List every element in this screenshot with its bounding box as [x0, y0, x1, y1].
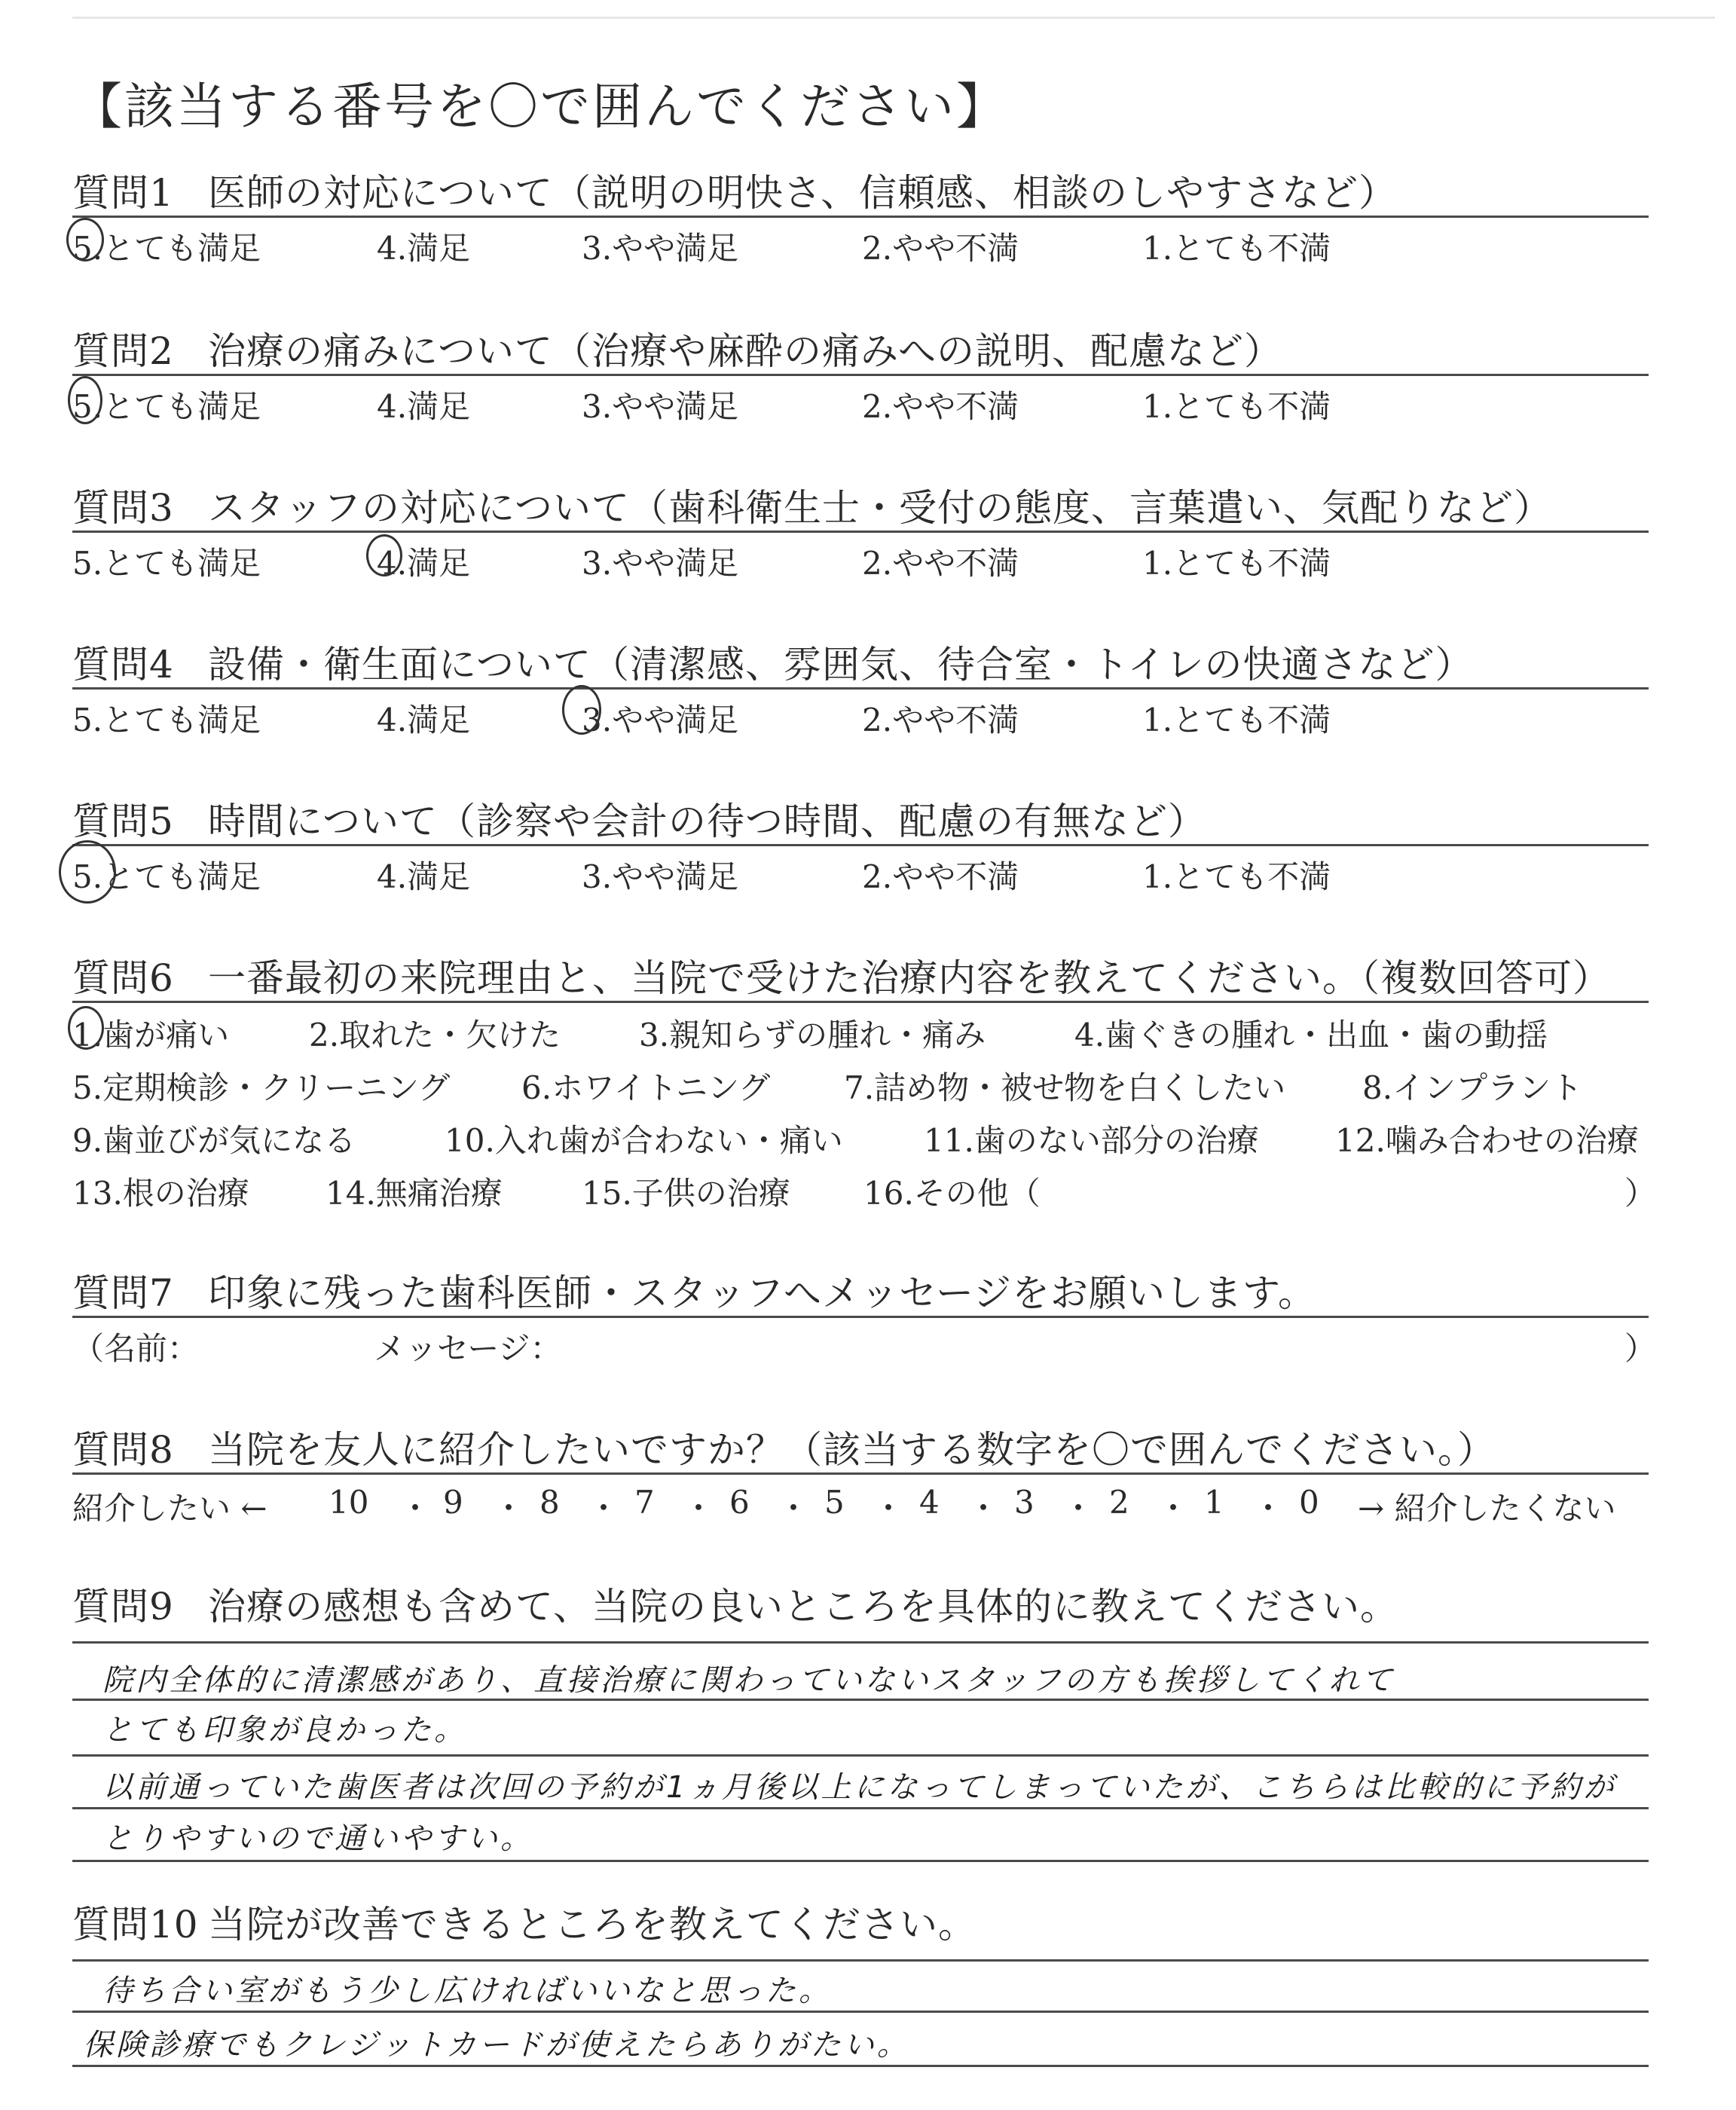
- question-5: [72, 799, 1649, 894]
- option-5[interactable]: 5.とても満足: [72, 858, 261, 895]
- option-3[interactable]: 3.やや満足: [582, 388, 739, 425]
- reason-option[interactable]: 15.子供の治療: [582, 1175, 790, 1212]
- question-4-heading: [72, 642, 1649, 687]
- answer-line: [72, 2065, 1649, 2067]
- option-5[interactable]: 5.とても満足: [72, 702, 261, 738]
- reason-option[interactable]: 11.歯のない部分の治療: [924, 1122, 1259, 1159]
- question-number: 質問2: [72, 329, 174, 373]
- reason-option[interactable]: 8.インプラント: [1362, 1069, 1583, 1106]
- option-1[interactable]: 1.とても不満: [1142, 388, 1331, 425]
- q9-answer-line-4: とりやすいので通いやすい。: [102, 1821, 533, 1856]
- answer-line: [72, 1754, 1649, 1757]
- question-10-heading: [72, 1902, 1649, 1947]
- answer-line: [72, 1699, 1649, 1701]
- option-5[interactable]: 5.とても満足: [72, 545, 261, 582]
- scale-right-label: → 紹介したくない: [1358, 1490, 1616, 1527]
- selection-circle: [59, 840, 116, 904]
- question-2: [72, 329, 1649, 424]
- scale-value-2[interactable]: 2: [1109, 1484, 1129, 1521]
- scale-value-7[interactable]: 7: [634, 1484, 655, 1521]
- option-2[interactable]: 2.やや不満: [862, 545, 1019, 582]
- option-2[interactable]: 2.やや不満: [862, 230, 1019, 267]
- question-3-heading: [72, 485, 1649, 531]
- q10-answer-line-1: 待ち合い室がもう少し広ければいいなと思った。: [102, 1974, 832, 2008]
- reason-option[interactable]: 9.歯並びが気になる: [72, 1122, 356, 1159]
- question-7-heading: [72, 1271, 1649, 1316]
- question-7: [72, 1271, 1657, 1367]
- question-8-heading: [72, 1427, 1649, 1472]
- reason-row-3: [72, 1109, 1649, 1161]
- rating-options: [72, 533, 1649, 581]
- message-field-label: メッセージ：: [374, 1330, 562, 1367]
- q9-answer-line-1: 院内全体的に清潔感があり、直接治療に関わっていないスタッフの方も挨拶してくれて: [102, 1663, 1395, 1698]
- question-text: 設備・衛生面について（清潔感、雰囲気、待合室・トイレの快適さなど）: [208, 643, 1474, 687]
- question-3: [72, 485, 1649, 581]
- selection-circle: [66, 218, 104, 261]
- option-1[interactable]: 1.とても不満: [1142, 230, 1331, 267]
- close-paren: ）: [1624, 1175, 1657, 1212]
- scale-value-6[interactable]: 6: [729, 1484, 750, 1521]
- answer-line: [72, 1860, 1649, 1862]
- question-10: [72, 1902, 1649, 1947]
- rating-options: [72, 376, 1649, 424]
- question-number: 質問1: [72, 171, 174, 215]
- reason-option[interactable]: 12.噛み合わせの治療: [1335, 1122, 1639, 1159]
- scale-value-8[interactable]: 8: [539, 1484, 560, 1521]
- scale-dot: ・: [873, 1490, 905, 1527]
- question-number: 質問5: [72, 800, 174, 843]
- top-border: [72, 17, 1715, 19]
- option-4[interactable]: 4.満足: [377, 388, 471, 425]
- option-4[interactable]: 4.満足: [377, 702, 471, 738]
- option-5[interactable]: 5.とても満足: [72, 388, 261, 425]
- scale-dot: ・: [1157, 1490, 1190, 1527]
- option-3[interactable]: 3.やや満足: [582, 230, 739, 267]
- reason-option-other[interactable]: 16.その他（: [863, 1175, 1041, 1212]
- option-5[interactable]: 5.とても満足: [72, 230, 261, 267]
- option-4[interactable]: 4.満足: [377, 230, 471, 267]
- scale-value-3[interactable]: 3: [1014, 1484, 1035, 1521]
- question-text: 印象に残った歯科医師・スタッフへメッセージをお願いします。: [208, 1271, 1316, 1315]
- scale-value-10[interactable]: 10: [329, 1484, 369, 1521]
- answer-line: [72, 2011, 1649, 2013]
- reason-option[interactable]: 2.取れた・欠けた: [309, 1017, 561, 1053]
- q10-answer-line-2: 保険診療でもクレジットカードが使えたらありがたい。: [83, 2028, 910, 2063]
- scale-dot: ・: [588, 1490, 620, 1527]
- scale-value-5[interactable]: 5: [824, 1484, 845, 1521]
- question-text: 当院を友人に紹介したいですか？（該当する数字を〇で囲んでください。）: [208, 1428, 1496, 1472]
- question-5-heading: [72, 799, 1649, 844]
- question-6: [72, 956, 1657, 1214]
- question-4: [72, 642, 1649, 738]
- recommend-scale: [72, 1475, 1649, 1527]
- question-8: [72, 1427, 1649, 1527]
- rating-options: [72, 846, 1649, 894]
- reason-row-4: [72, 1161, 1657, 1214]
- question-text: 治療の痛みについて（治療や麻酔の痛みへの説明、配慮など）: [208, 329, 1282, 373]
- rating-options: [72, 690, 1649, 738]
- reason-option[interactable]: 13.根の治療: [72, 1175, 249, 1212]
- question-number: 質問9: [72, 1585, 174, 1628]
- reason-option[interactable]: 3.親知らずの腫れ・痛み: [639, 1017, 986, 1053]
- option-3[interactable]: 3.やや満足: [582, 858, 739, 895]
- question-9-heading: [72, 1584, 1649, 1629]
- question-text: 一番最初の来院理由と、当院で受けた治療内容を教えてください。（複数回答可）: [208, 956, 1611, 1000]
- option-4[interactable]: 4.満足: [377, 858, 471, 895]
- option-2[interactable]: 2.やや不満: [862, 702, 1019, 738]
- scale-value-1[interactable]: 1: [1204, 1484, 1224, 1521]
- question-text: 医師の対応について（説明の明快さ、信頼感、相談のしやすさなど）: [208, 171, 1397, 215]
- option-2[interactable]: 2.やや不満: [862, 388, 1019, 425]
- question-number: 質問4: [72, 643, 174, 687]
- question-9: [72, 1584, 1649, 1629]
- scale-dot: ・: [1252, 1490, 1285, 1527]
- question-text: 時間について（診察や会計の待つ時間、配慮の有無など）: [208, 800, 1206, 843]
- selection-circle: [68, 1006, 104, 1050]
- option-1[interactable]: 1.とても不満: [1142, 702, 1331, 738]
- question-number: 質問7: [72, 1271, 174, 1315]
- option-1[interactable]: 1.とても不満: [1142, 858, 1331, 895]
- reason-row-2: [72, 1056, 1649, 1109]
- scale-value-0[interactable]: 0: [1299, 1484, 1319, 1521]
- selection-circle: [68, 376, 102, 424]
- reason-row-1: [72, 1003, 1649, 1056]
- question-number: 質問8: [72, 1428, 174, 1472]
- q9-answer-line-3: 以前通っていた歯医者は次回の予約が1ヵ月後以上になってしまっていたが、こちらは比較的に予約が: [102, 1770, 1617, 1805]
- reason-option[interactable]: 4.歯ぐきの腫れ・出血・歯の動揺: [1074, 1017, 1548, 1053]
- reason-option[interactable]: 1.歯が痛い: [72, 1017, 230, 1053]
- scale-dot: ・: [493, 1490, 525, 1527]
- question-text: 治療の感想も含めて、当院の良いところを具体的に教えてください。: [208, 1585, 1398, 1628]
- scale-dot: ・: [1062, 1490, 1095, 1527]
- answer-line: [72, 1807, 1649, 1809]
- option-1[interactable]: 1.とても不満: [1142, 545, 1331, 582]
- scale-dot: ・: [967, 1490, 1000, 1527]
- question-number: 質問6: [72, 956, 174, 1000]
- scale-dot: ・: [778, 1490, 810, 1527]
- option-3[interactable]: 3.やや満足: [582, 702, 739, 738]
- selection-circle: [562, 685, 601, 735]
- message-fields: [72, 1318, 1657, 1367]
- question-number: 質問3: [72, 486, 174, 530]
- name-field-label: （名前：: [72, 1330, 200, 1367]
- scale-value-4[interactable]: 4: [919, 1484, 940, 1521]
- rating-options: [72, 218, 1649, 266]
- question-1: [72, 170, 1649, 266]
- question-2-heading: [72, 329, 1649, 374]
- answer-line: [72, 1641, 1649, 1644]
- scale-value-9[interactable]: 9: [443, 1484, 463, 1521]
- page-title: 【該当する番号を〇で囲んでください】: [72, 78, 1008, 136]
- question-1-heading: [72, 170, 1649, 216]
- selection-circle: [366, 534, 402, 576]
- option-4[interactable]: 4.満足: [377, 545, 471, 582]
- reason-option[interactable]: 14.無痛治療: [326, 1175, 503, 1212]
- option-3[interactable]: 3.やや満足: [582, 545, 739, 582]
- reason-option[interactable]: 10.入れ歯が合わない・痛い: [445, 1122, 843, 1159]
- answer-line: [72, 1959, 1649, 1962]
- reason-option[interactable]: 7.詰め物・被せ物を白くしたい: [844, 1069, 1286, 1106]
- question-number: 質問10: [72, 1903, 199, 1946]
- reason-option[interactable]: 5.定期検診・クリーニング: [72, 1069, 451, 1106]
- q9-answer-line-2: とても印象が良かった。: [102, 1713, 467, 1748]
- scale-dot: ・: [399, 1490, 432, 1527]
- scale-left-label: 紹介したい ←: [72, 1490, 267, 1527]
- question-6-heading: [72, 956, 1649, 1001]
- question-text: 当院が改善できるところを教えてください。: [208, 1903, 976, 1946]
- option-2[interactable]: 2.やや不満: [862, 858, 1019, 895]
- reason-option[interactable]: 6.ホワイトニング: [521, 1069, 771, 1106]
- scale-dot: ・: [683, 1490, 715, 1527]
- close-paren: ）: [1624, 1330, 1657, 1367]
- question-text: スタッフの対応について（歯科衛生士・受付の態度、言葉遣い、気配りなど）: [208, 486, 1552, 530]
